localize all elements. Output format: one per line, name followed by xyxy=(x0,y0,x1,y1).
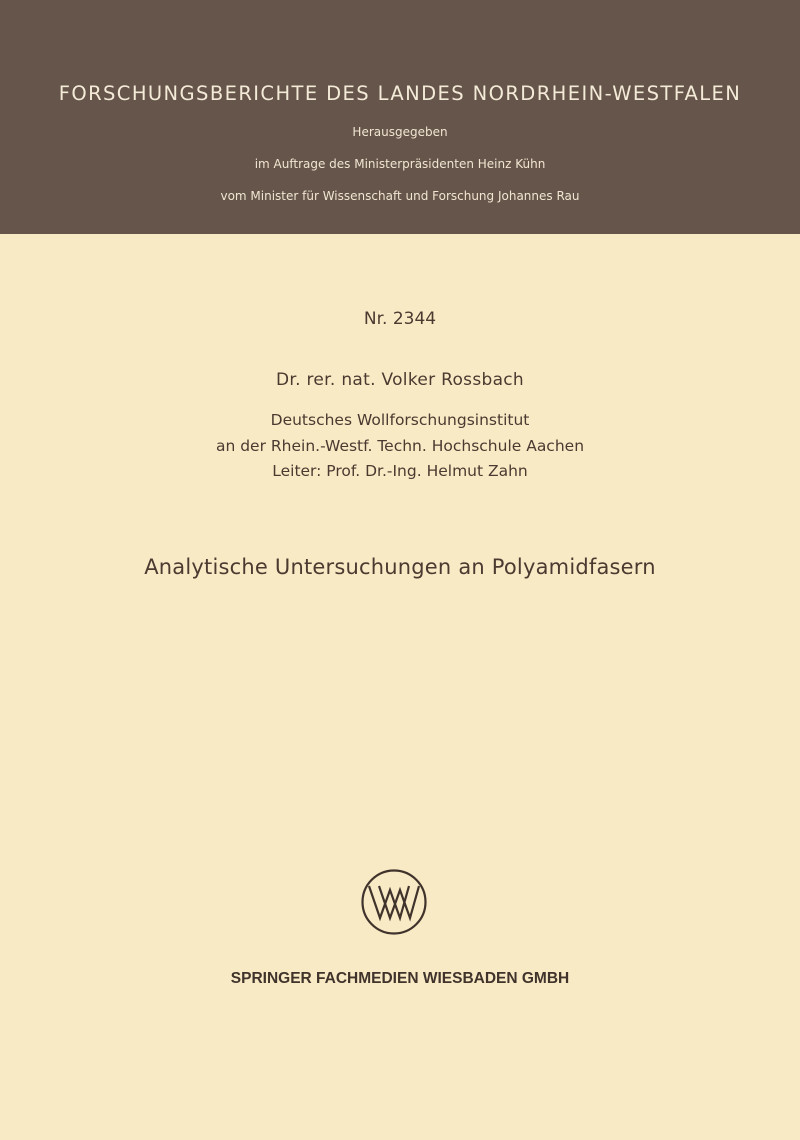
on-behalf-line: im Auftrage des Ministerpräsidenten Heinz Kühn xyxy=(254,157,546,171)
published-by-line: Herausgegeben xyxy=(352,125,448,139)
book-title: Analytische Untersuchungen an Polyamidfasern xyxy=(144,555,656,579)
series-title: FORSCHUNGSBERICHTE DES LANDES NORDRHEIN-WESTFALEN xyxy=(58,82,742,105)
report-number: Nr. 2344 xyxy=(363,309,437,329)
institute-line-3: Leiter: Prof. Dr.-Ing. Helmut Zahn xyxy=(272,462,528,480)
institute-line-1: Deutsches Wollforschungsinstitut xyxy=(270,411,530,429)
author-name: Dr. rer. nat. Volker Rossbach xyxy=(275,370,525,390)
header-band xyxy=(0,0,800,234)
institute-line-2: an der Rhein.-Westf. Techn. Hochschule Aachen xyxy=(215,437,585,455)
publisher-logo-icon xyxy=(360,868,428,936)
minister-line: vom Minister für Wissenschaft und Forschung Johannes Rau xyxy=(220,189,580,203)
publisher-name: SPRINGER FACHMEDIEN WIESBADEN GMBH xyxy=(230,970,570,987)
